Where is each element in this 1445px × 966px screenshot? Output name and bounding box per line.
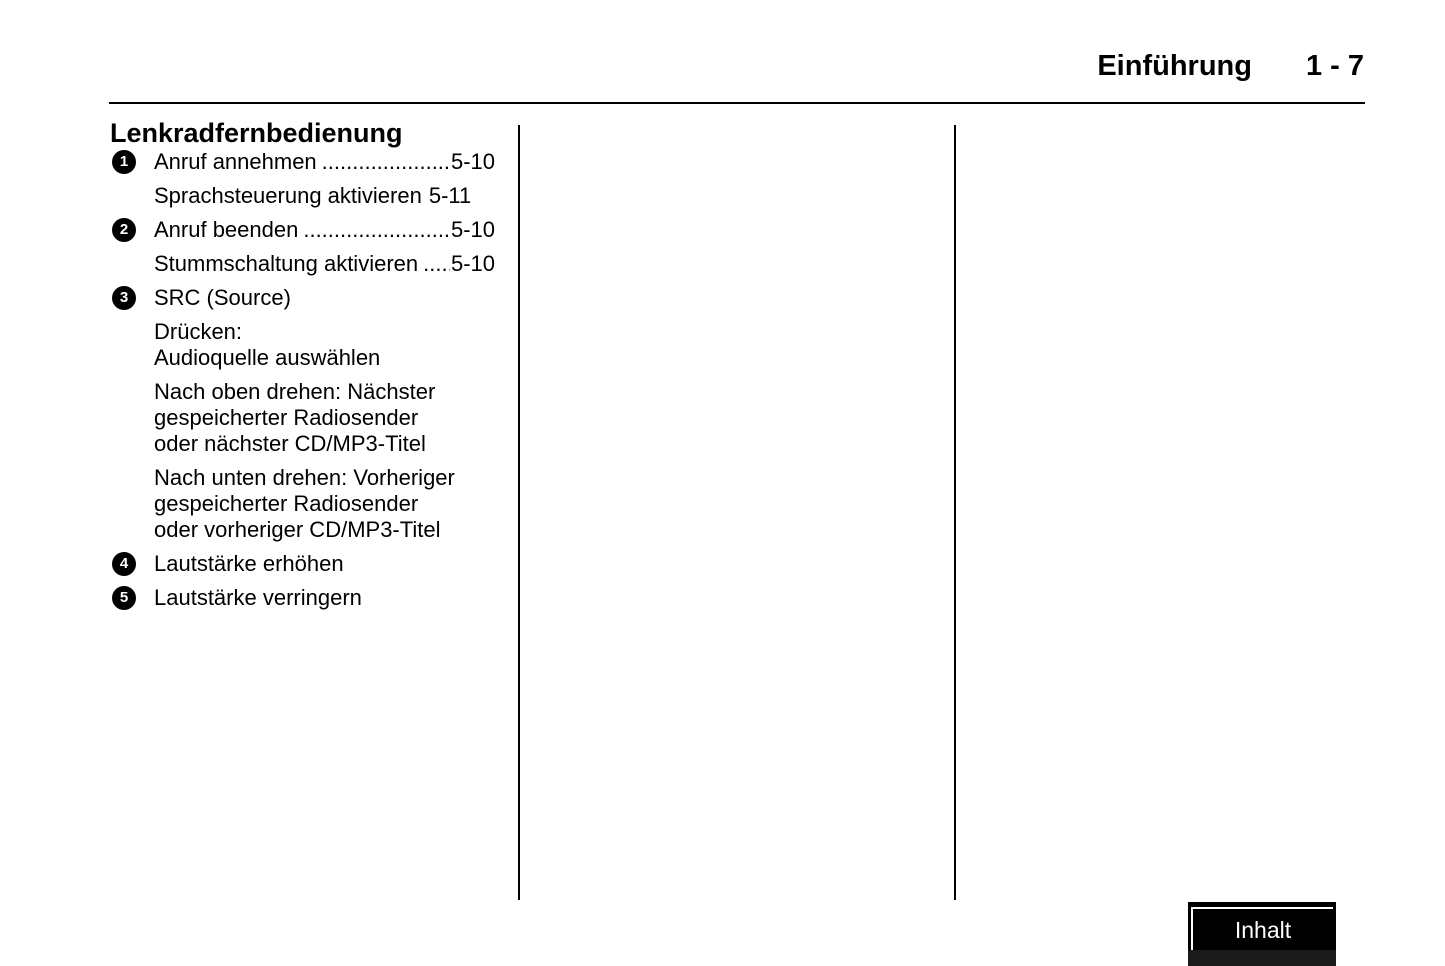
page-reference[interactable]: 5-10 xyxy=(450,251,495,276)
entry-paragraph xyxy=(154,465,495,543)
item-number-badge: 4 xyxy=(112,552,136,576)
toc-entry[interactable] xyxy=(154,149,495,175)
contents-button-label: Inhalt xyxy=(1191,907,1333,950)
text-line: Nach oben drehen: Nächster xyxy=(154,379,436,404)
entry-text: SRC (Source) xyxy=(154,285,291,310)
section-heading: Lenkradfernbedienung xyxy=(110,118,403,148)
entry-paragraph xyxy=(154,379,495,457)
list-item-4 xyxy=(110,551,495,577)
text-line: oder vorheriger CD/MP3-Titel xyxy=(154,517,441,542)
entry-text: Lautstärke erhöhen xyxy=(154,551,344,576)
list-item-5 xyxy=(110,585,495,611)
dot-leader xyxy=(322,149,448,175)
item-number-badge: 3 xyxy=(112,286,136,310)
page-header xyxy=(1097,50,1364,83)
entry-label: Sprachsteuerung aktivieren xyxy=(154,183,422,208)
item-number-badge: 1 xyxy=(112,150,136,174)
toc-entry[interactable] xyxy=(154,217,495,243)
column-divider-left xyxy=(518,125,520,900)
chapter-title: Einführung xyxy=(1097,50,1252,82)
list-item-3 xyxy=(110,285,495,543)
text-line: oder nächster CD/MP3-Titel xyxy=(154,431,426,456)
page-reference[interactable]: 5-10 xyxy=(450,217,495,242)
content-column-1 xyxy=(110,118,495,619)
item-number-badge: 5 xyxy=(112,586,136,610)
text-line: gespeicherter Radiosender xyxy=(154,405,419,430)
entry-text: Lautstärke verringern xyxy=(154,585,362,610)
list-item-2 xyxy=(110,217,495,277)
contents-button[interactable] xyxy=(1188,902,1336,966)
entry-label: Anruf annehmen xyxy=(154,149,317,174)
dot-leader xyxy=(423,251,450,277)
page-reference[interactable]: 5-11 xyxy=(428,183,472,208)
item-number-badge: 2 xyxy=(112,218,136,242)
page-number: 1 - 7 xyxy=(1305,50,1364,82)
list-item-1 xyxy=(110,149,495,209)
entry-label: Anruf beenden xyxy=(154,217,299,242)
text-line: gespeicherter Radiosender xyxy=(154,491,419,516)
page-reference[interactable]: 5-10 xyxy=(450,149,495,174)
text-line: Audioquelle auswählen xyxy=(154,345,381,370)
dot-leader xyxy=(303,217,448,243)
column-divider-right xyxy=(954,125,956,900)
entry-label: Stummschaltung aktivieren xyxy=(154,251,419,276)
text-line: Drücken: xyxy=(154,319,243,344)
entry-paragraph xyxy=(154,319,495,371)
header-divider xyxy=(109,102,1365,104)
text-line: Nach unten drehen: Vorheriger xyxy=(154,465,455,490)
toc-entry[interactable] xyxy=(154,251,495,277)
button-shadow xyxy=(1188,950,1336,966)
toc-entry[interactable] xyxy=(154,183,495,209)
